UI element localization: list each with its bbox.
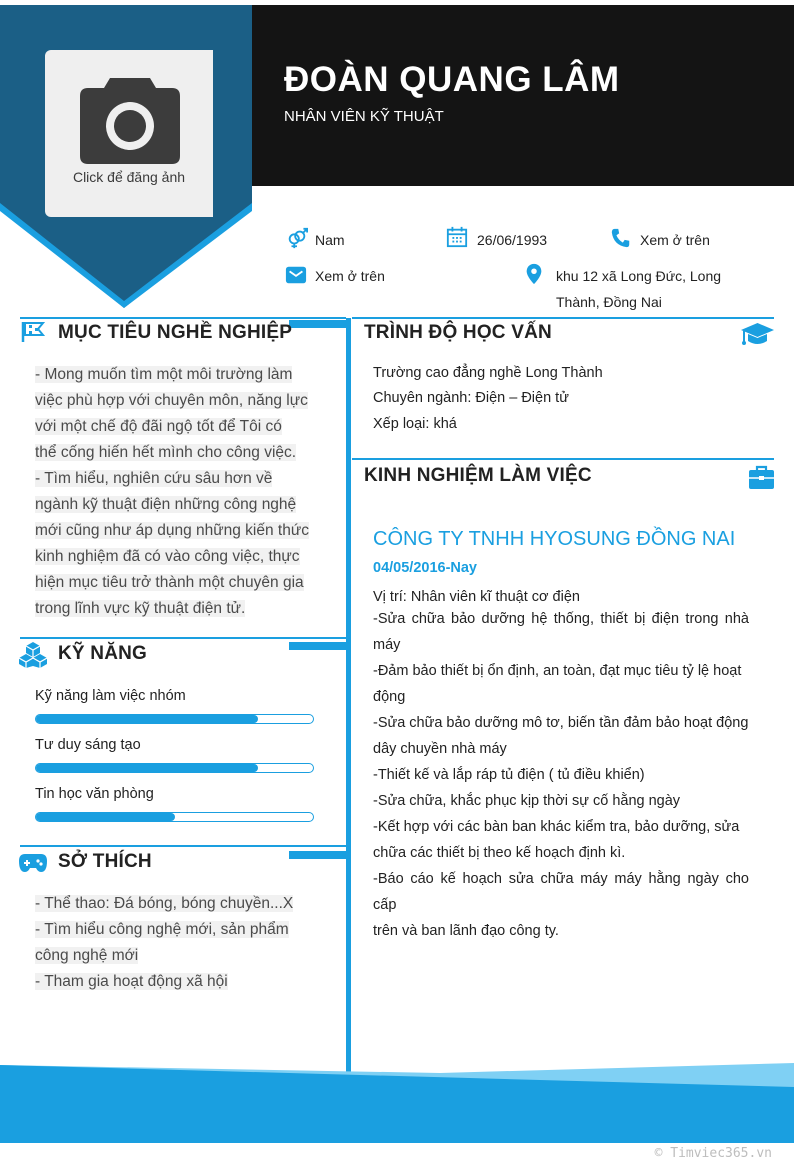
- address-line2: Thành, Đồng Nai: [556, 294, 662, 310]
- text-line: -Sửa chữa bảo dưỡng mô tơ, biến tần đảm bảo hoạt động: [373, 715, 749, 731]
- skill-label: Tin học văn phòng: [35, 786, 154, 802]
- skills-heading: KỸ NĂNG: [58, 643, 148, 664]
- cubes-icon: [19, 641, 47, 668]
- objective-accent: [289, 320, 346, 328]
- text-line: -Sửa chữa bảo dưỡng hệ thống, thiết bị điện trong nhà máy: [373, 611, 749, 653]
- text-line: mới cũng như áp dụng những kiến thức: [35, 522, 309, 539]
- job-tasks: [373, 606, 749, 944]
- text-line: thể cống hiến hết mình cho công việc.: [35, 444, 297, 461]
- phone-value: Xem ở trên: [640, 232, 710, 248]
- photo-upload[interactable]: [45, 50, 213, 217]
- camera-icon: [80, 78, 180, 164]
- skill-bar-fill: [36, 764, 258, 772]
- objective-rule: [20, 317, 346, 319]
- text-line: động: [373, 689, 406, 705]
- location-icon: [523, 263, 545, 285]
- flag-icon: [21, 321, 45, 343]
- phone-icon: [610, 227, 632, 249]
- gamepad-icon: [19, 853, 47, 873]
- email-icon: [285, 264, 307, 286]
- hobbies-heading: SỞ THÍCH: [58, 851, 152, 872]
- text-line: trên và ban lãnh đạo công ty.: [373, 923, 559, 939]
- education-school: Trường cao đẳng nghề Long Thành: [373, 365, 603, 381]
- text-line: ngành kỹ thuật điện những công nghệ: [35, 496, 297, 513]
- education-heading: TRÌNH ĐỘ HỌC VẤN: [364, 322, 552, 343]
- skills-rule: [20, 637, 346, 639]
- text-line: - Tìm hiểu công nghệ mới, sản phẩm: [35, 921, 289, 938]
- skill-bar: [35, 714, 314, 724]
- hobbies-accent: [289, 851, 346, 859]
- watermark: © Timviec365.vn: [654, 1146, 772, 1161]
- address-line1: khu 12 xã Long Đức, Long: [556, 268, 722, 284]
- text-line: - Mong muốn tìm một môi trường làm: [35, 366, 293, 383]
- calendar-icon: [446, 226, 468, 248]
- text-line: - Tham gia hoạt động xã hội: [35, 973, 228, 990]
- job-position: Vị trí: Nhân viên kĩ thuật cơ điện: [373, 589, 580, 605]
- company-name: CÔNG TY TNHH HYOSUNG ĐỒNG NAI: [373, 528, 736, 550]
- email-value: Xem ở trên: [315, 268, 385, 284]
- text-line: -Thiết kế và lắp ráp tủ điện ( tủ điều khiển): [373, 767, 645, 783]
- text-line: việc phù hợp với chuyên môn, năng lực: [35, 392, 308, 409]
- skill-bar-fill: [36, 715, 258, 723]
- text-line: -Đảm bảo thiết bị ổn định, an toàn, đạt mục tiêu tỷ lệ hoạt: [373, 663, 742, 679]
- hobbies-rule: [20, 845, 346, 847]
- footer-wave: [0, 1063, 794, 1143]
- text-line: -Sửa chữa, khắc phục kịp thời sự cố hằng ngày: [373, 793, 681, 809]
- gender-value: Nam: [315, 232, 345, 248]
- skill-bar: [35, 763, 314, 773]
- text-line: với một chế độ đãi ngộ tốt để Tôi có: [35, 418, 282, 435]
- text-line: hiện mục tiêu trở thành một chuyên gia: [35, 574, 304, 591]
- skills-accent: [289, 642, 346, 650]
- text-line: -Kết hợp với các bàn ban khác kiểm tra, bảo dưỡng, sửa: [373, 819, 740, 835]
- birthday-value: 26/06/1993: [477, 232, 548, 248]
- skill-label: Tư duy sáng tạo: [35, 737, 141, 753]
- skill-bar: [35, 812, 314, 822]
- hobbies-text: [35, 891, 314, 995]
- graduation-cap-icon: [741, 322, 774, 349]
- text-line: chữa các thiết bị theo kế hoạch định kì.: [373, 845, 626, 861]
- text-line: trong lĩnh vực kỹ thuật điện tử.: [35, 600, 246, 617]
- briefcase-icon: [749, 465, 774, 489]
- objective-text: [35, 362, 314, 622]
- text-line: kinh nghiệm đã có vào công việc, thực: [35, 548, 300, 565]
- text-line: công nghệ mới: [35, 947, 139, 964]
- column-divider: [346, 318, 351, 1076]
- photo-label: Click để đăng ảnh: [72, 169, 186, 185]
- objective-heading: MỤC TIÊU NGHỀ NGHIỆP: [58, 322, 293, 343]
- text-line: - Thể thao: Đá bóng, bóng chuyền...X: [35, 895, 294, 912]
- gender-icon: [286, 227, 308, 249]
- text-line: -Báo cáo kế hoạch sửa chữa máy máy hằng ngày cho cấp: [373, 871, 749, 913]
- education-rule: [352, 317, 774, 319]
- candidate-name: ĐOÀN QUANG LÂM: [284, 60, 620, 99]
- education-major: Chuyên ngành: Điện – Điện tử: [373, 390, 569, 406]
- experience-rule: [352, 458, 774, 460]
- skill-label: Kỹ năng làm việc nhóm: [35, 688, 186, 704]
- work-period: 04/05/2016-Nay: [373, 560, 477, 576]
- education-grade: Xếp loại: khá: [373, 416, 457, 432]
- text-line: dây chuyền nhà máy: [373, 741, 507, 757]
- skill-bar-fill: [36, 813, 175, 821]
- candidate-title: NHÂN VIÊN KỸ THUẬT: [284, 108, 444, 125]
- experience-heading: KINH NGHIỆM LÀM VIỆC: [364, 465, 592, 486]
- text-line: - Tìm hiểu, nghiên cứu sâu hơn về: [35, 470, 273, 487]
